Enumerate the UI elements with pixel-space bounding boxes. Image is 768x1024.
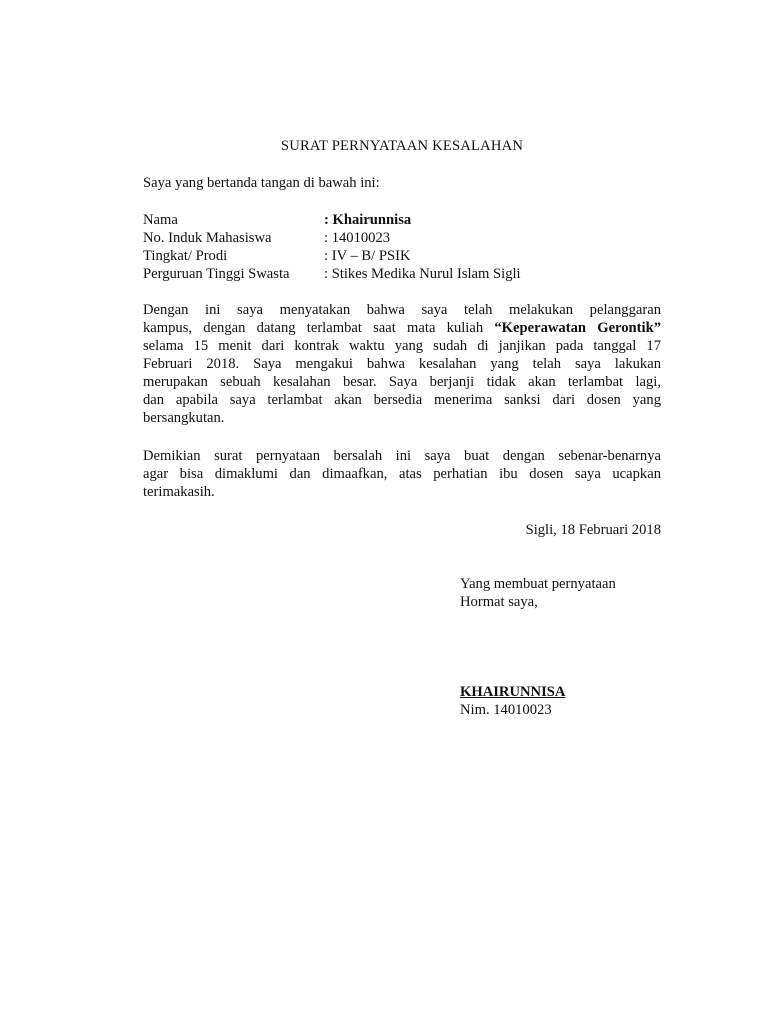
identity-row-level-program [143,247,661,265]
identity-row-student-number [143,229,661,247]
paragraph-line: terimakasih. [143,484,215,500]
statement-paragraph [143,301,661,427]
letter-title: SURAT PERNYATAAN KESALAHAN [280,138,524,154]
paragraph-line: merupakan sebuah kesalahan besar. Saya berjanji tidak akan terlambat lagi, [143,374,661,390]
identity-label: Tingkat/ Prodi [143,248,228,264]
paragraph-line: Dengan ini saya menyatakan bahwa saya telah melakukan pelanggaran [143,302,661,318]
paragraph-line: dan apabila saya terlambat akan bersedia menerima sanksi dari dosen yang [143,392,661,408]
identity-value: : Stikes Medika Nurul Islam Sigli [324,266,521,282]
closing-line: Yang membuat pernyataan [460,576,616,592]
identity-table [143,211,661,283]
paragraph-line: Demikian surat pernyataan bersalah ini saya buat dengan sebenar-benarnya [143,448,661,464]
identity-row-institution [143,265,661,283]
identity-value: : Khairunnisa [324,212,412,228]
paragraph-line: agar bisa dimaklumi dan dimaafkan, atas perhatian ibu dosen saya ucapkan [143,466,661,482]
identity-value: : 14010023 [324,230,391,246]
paragraph-line [143,319,661,337]
identity-value: : IV – B/ PSIK [324,248,411,264]
signer-name: KHAIRUNNISA [460,684,566,700]
course-name: “Keperawatan Gerontik” [494,320,661,336]
paragraph-text: kampus, dengan datang terlambat saat mata kuliah [143,320,495,336]
identity-label: No. Induk Mahasiswa [143,230,272,246]
paragraph-line: bersangkutan. [143,410,225,426]
identity-label: Nama [143,212,178,228]
closing-paragraph [143,447,661,501]
paragraph-line: selama 15 menit dari kontrak waktu yang sudah di janjikan pada tanggal 17 [143,338,661,354]
place-date: Sigli, 18 Februari 2018 [525,522,661,538]
closing-line: Hormat saya, [460,594,538,610]
paragraph-line: Februari 2018. Saya mengakui bahwa kesalahan yang telah saya lakukan [143,356,661,372]
intro-text: Saya yang bertanda tangan di bawah ini: [143,175,380,191]
signer-student-number: Nim. 14010023 [460,702,552,718]
identity-label: Perguruan Tinggi Swasta [143,266,290,282]
identity-row-name [143,211,661,229]
letter-page [143,0,661,1024]
signature-block [460,575,616,611]
